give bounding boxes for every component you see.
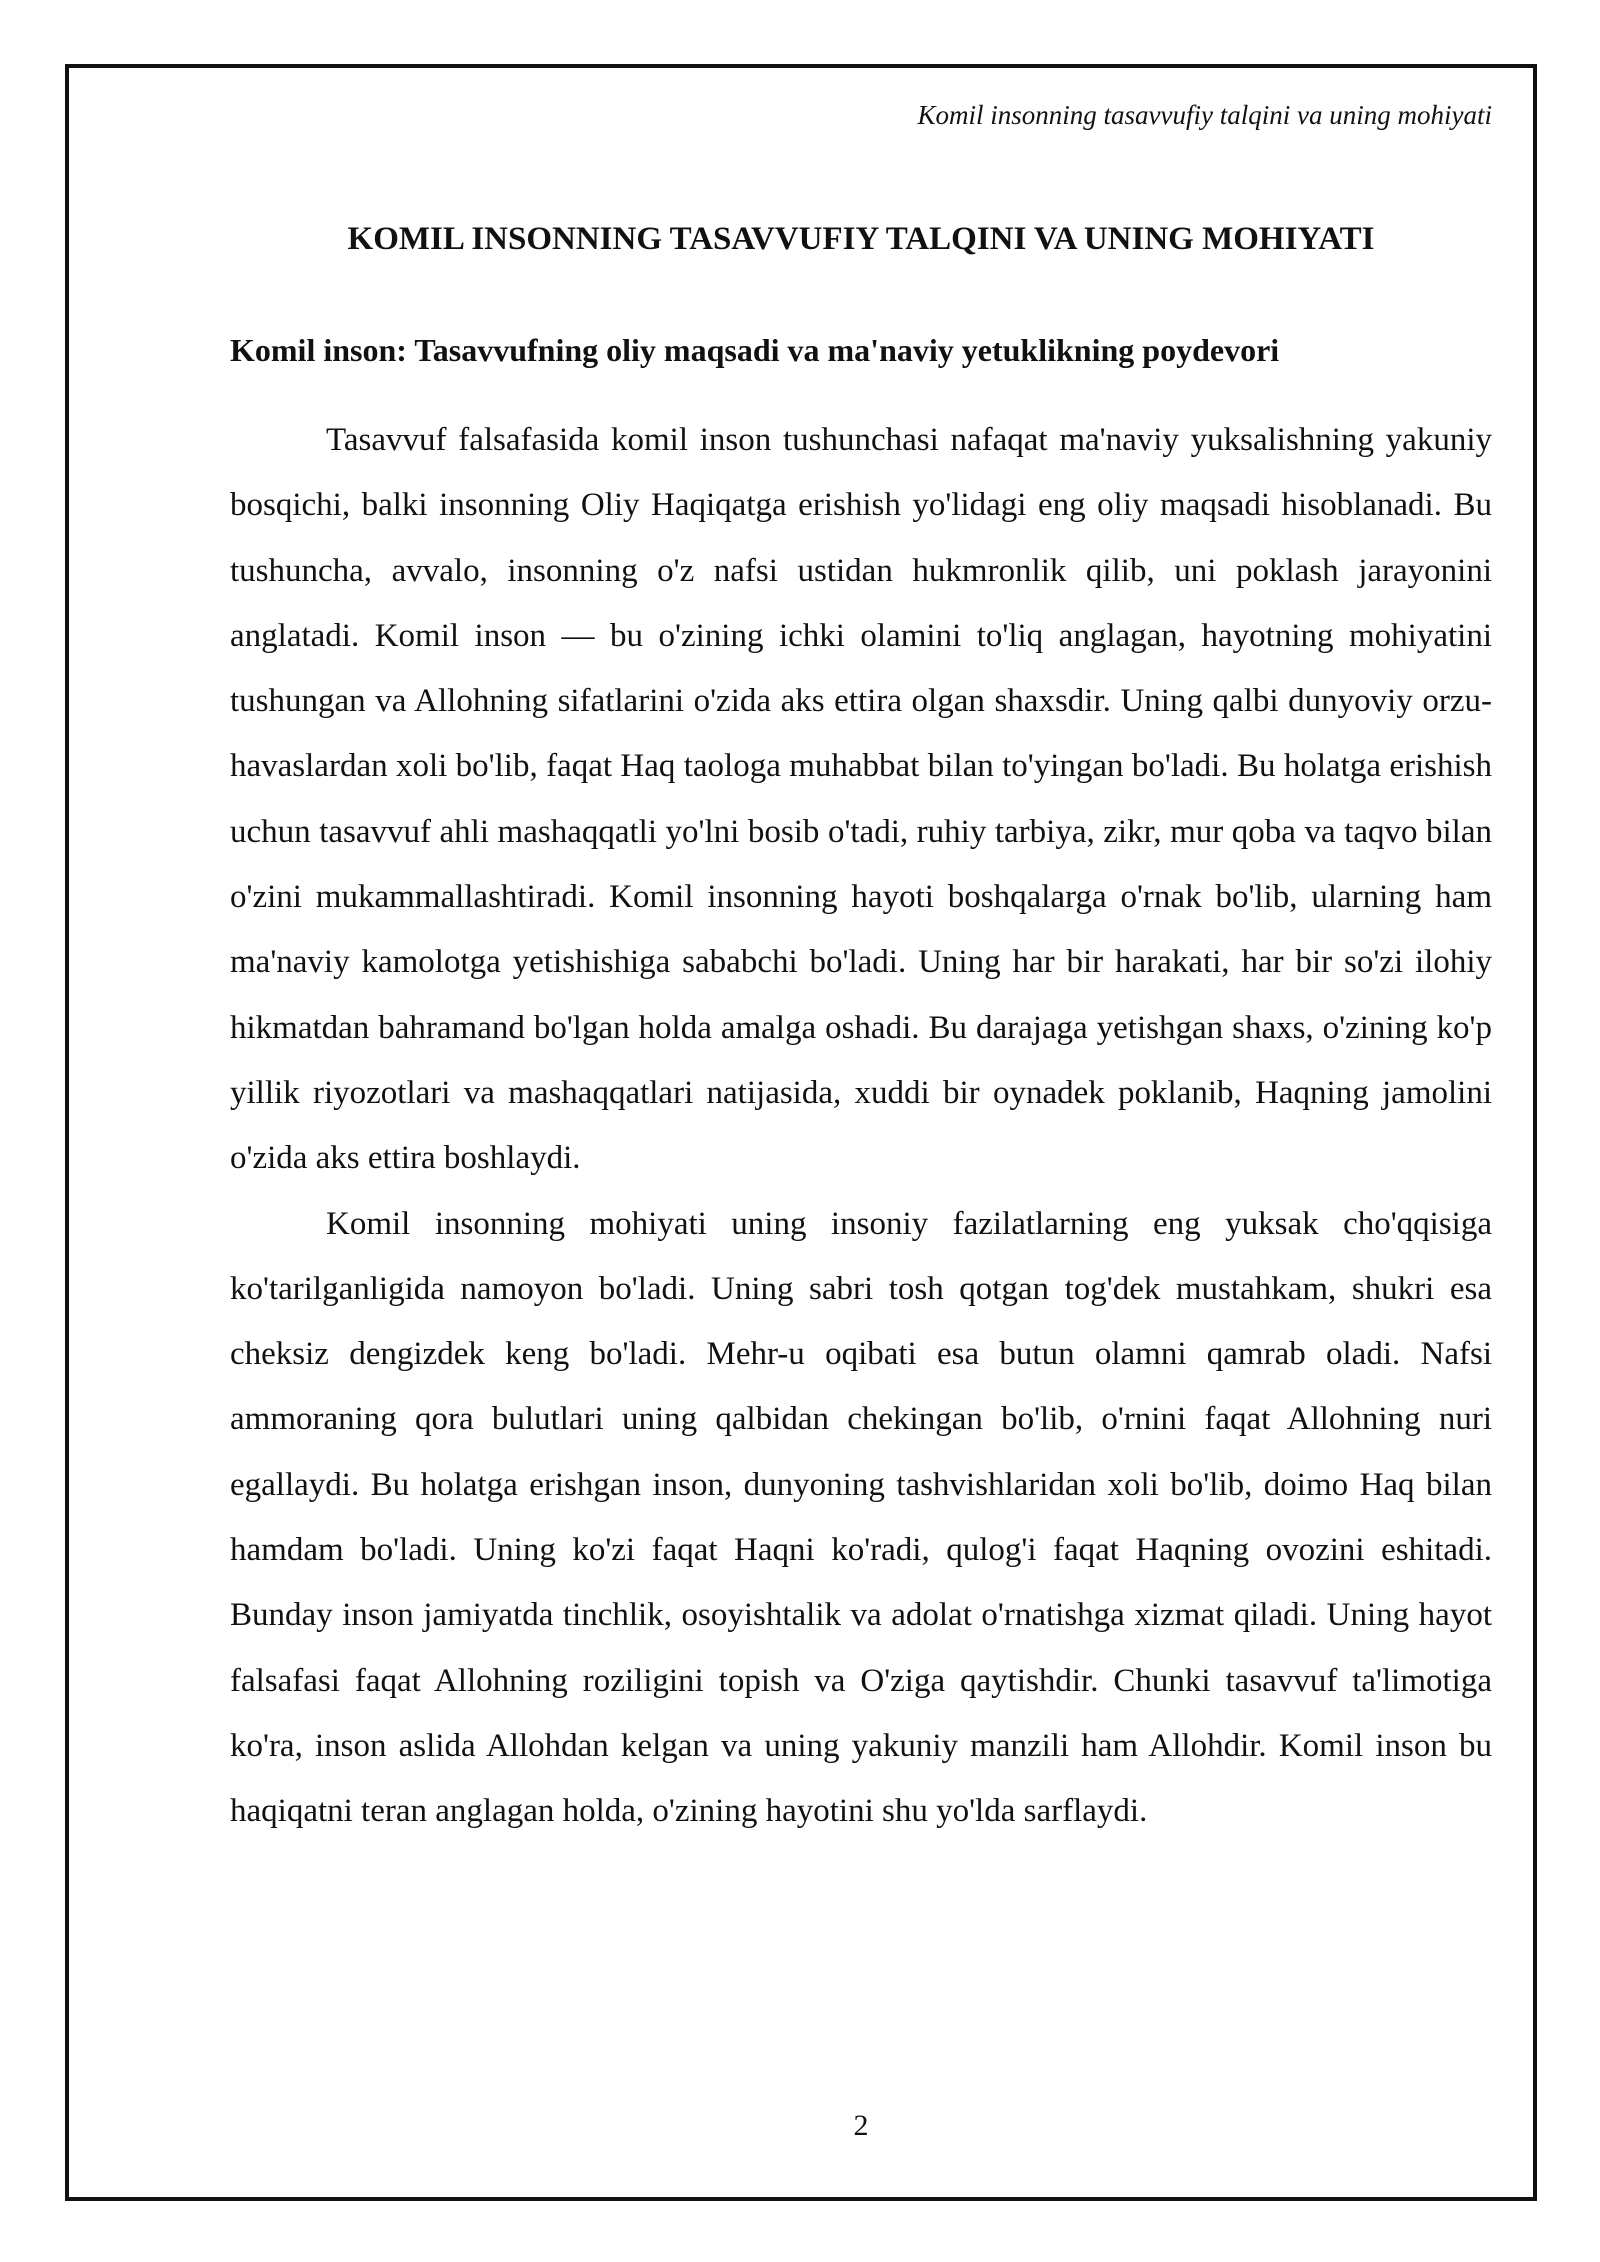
section-heading: Komil inson: Tasavvufning oliy maqsadi va ma'naviy yetuklikning poydevori [230, 332, 1280, 368]
page-number: 2 [853, 2109, 869, 2142]
document-title: KOMIL INSONNING TASAVVUFIY TALQINI VA UNING MOHIYATI [347, 221, 1375, 257]
paragraph-2: Komil insonning mohiyati uning insoniy fazilatlarning eng yuksak cho'qqisiga ko'tarilganligida namoyon bo'ladi. Uning sabri tosh qotgan tog'dek mustahkam, shukri esa cheksiz dengizdek keng bo'ladi. Mehr-u oqibati esa butun olamni qamrab oladi. Nafsi ammoraning qora bulutlari uning qalbidan chekingan bo'lib, o'rnini faqat Allohning nuri egallaydi. Bu holatga erishgan inson, dunyoning tashvishlaridan xoli bo'lib, doimo Haq bilan hamdam bo'ladi. Uning ko'zi faqat Haqni ko'radi, qulog'i faqat Haqning ovozini eshitadi. Bunday inson jamiyatda tinchlik, osoyishtalik va adolat o'rnatishga xizmat qiladi. Uning hayot falsafasi faqat Allohning roziligini topish va O'ziga qaytishdir. Chunki tasavvuf ta'limotiga ko'ra, inson aslida Allohdan kelgan va uning yakuniy manzili ham Allohdir. Komil inson bu haqiqatni teran anglagan holda, o'zining hayotini shu yo'lda sarflaydi. [230, 1205, 1492, 1830]
running-header: Komil insonning tasavvufiy talqini va uning mohiyati [917, 100, 1492, 130]
body-text [230, 408, 1492, 1845]
paragraph-1: Tasavvuf falsafasida komil inson tushunchasi nafaqat ma'naviy yuksalishning yakuniy bosqichi, balki insonning Oliy Haqiqatga erishish yo'lidagi eng oliy maqsadi hisoblanadi. Bu tushuncha, avvalo, insonning o'z nafsi ustidan hukmronlik qilib, uni poklash jarayonini anglatadi. Komil inson — bu o'zining ichki olamini to'liq anglagan, hayotning mohiyatini tushungan va Allohning sifatlarini o'zida aks ettira olgan shaxsdir. Uning qalbi dunyoviy orzu-havaslardan xoli bo'lib, faqat Haq taologa muhabbat bilan to'yingan bo'ladi. Bu holatga erishish uchun tasavvuf ahli mashaqqatli yo'lni bosib o'tadi, ruhiy tarbiya, zikr, mur qoba va taqvo bilan o'zini mukammallashtiradi. Komil insonning hayoti boshqalarga o'rnak bo'lib, ularning ham ma'naviy kamolotga yetishishiga sababchi bo'ladi. Uning har bir harakati, har bir so'zi ilohiy hikmatdan bahramand bo'lgan holda amalga oshadi. Bu darajaga yetishgan shaxs, o'zining ko'p yillik riyozotlari va mashaqqatlari natijasida, xuddi bir oynadek poklanib, Haqning jamolini o'zida aks ettira boshlaydi. [230, 422, 1492, 1177]
